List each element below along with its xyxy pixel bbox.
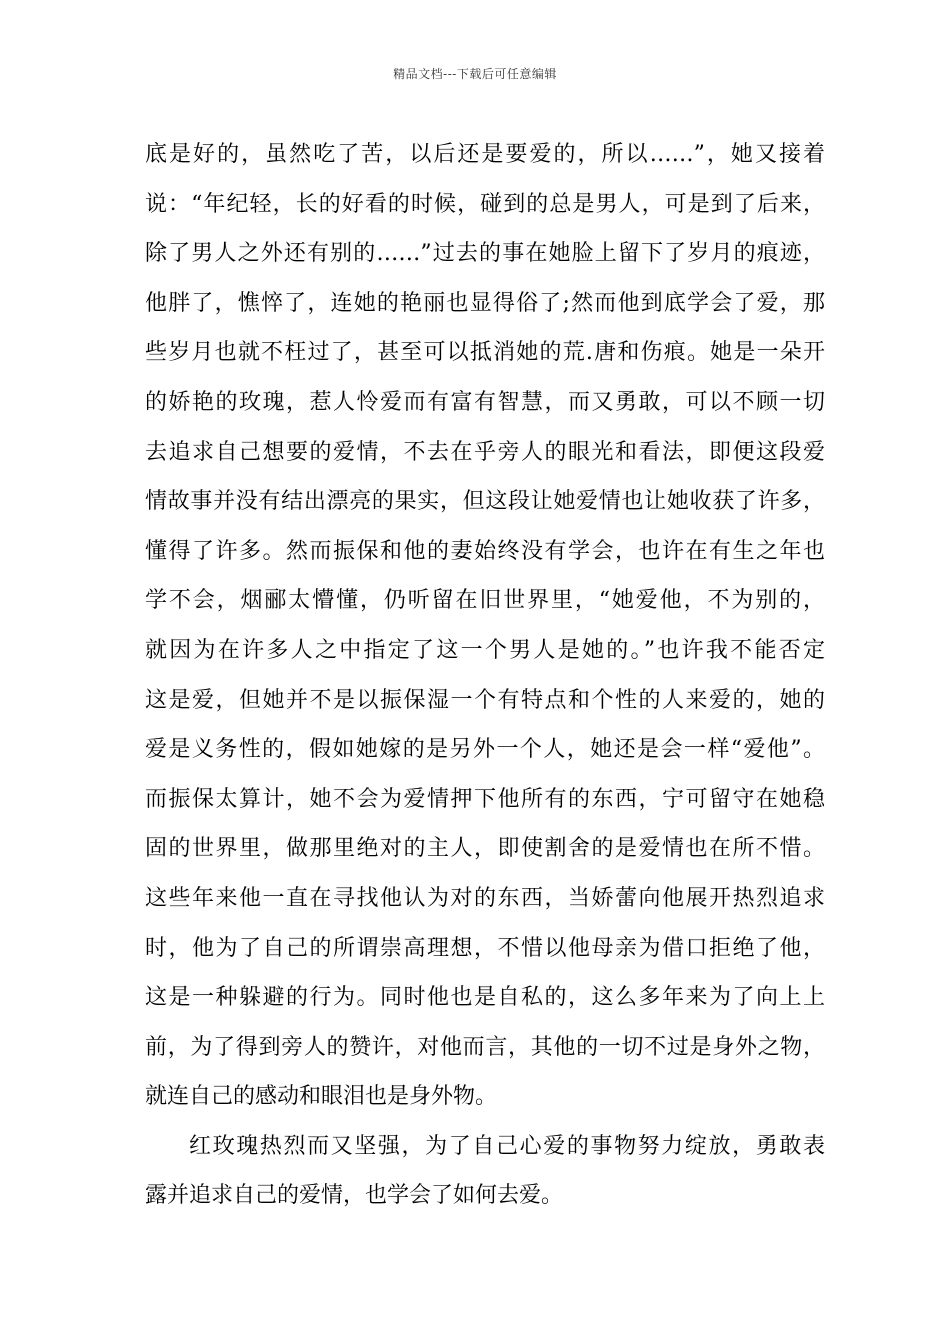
- text-line: 底是好的，虽然吃了苦，以后还是要爱的，所以……”，她又接着: [145, 142, 825, 167]
- text-line: 情故事并没有结出漂亮的果实，但这段让她爱情也让她收获了许多，: [145, 489, 825, 515]
- text-line: 这是一种躲避的行为。同时他也是自私的，这么多年来为了向上上: [145, 985, 825, 1011]
- text-line: 前，为了得到旁人的赞许，对他而言，其他的一切不过是身外之物，: [145, 1034, 825, 1060]
- body-text: [145, 130, 825, 1221]
- text-line: 懂得了许多。然而振保和他的妻始终没有学会，也许在有生之年也: [145, 538, 825, 564]
- text-line: 这些年来他一直在寻找他认为对的东西，当娇蕾向他展开热烈追求: [145, 885, 825, 911]
- text-line: 而振保太算计，她不会为爱情押下他所有的东西，宁可留守在她稳: [145, 786, 825, 812]
- text-line: 除了男人之外还有别的……”过去的事在她脸上留下了岁月的痕迹，: [145, 241, 825, 267]
- text-line: 红玫瑰热烈而又坚强，为了自己心爱的事物努力绽放，勇敢表: [189, 1133, 825, 1159]
- text-line: 固的世界里，做那里绝对的主人，即使割舍的是爱情也在所不惜。: [145, 836, 825, 862]
- text-line: 说：“年纪轻，长的好看的时候，碰到的总是男人，可是到了后来，: [145, 191, 825, 217]
- text-line: 这是爱，但她并不是以振保湿一个有特点和个性的人来爱的，她的: [145, 687, 825, 713]
- text-line: 些岁月也就不枉过了，甚至可以抵消她的荒.唐和伤痕。她是一朵开: [145, 340, 825, 366]
- text-line: 露并追求自己的爱情，也学会了如何去爱。: [145, 1183, 564, 1209]
- page-header: 精品文档---下载后可任意编辑: [393, 67, 557, 81]
- paragraph-1: [145, 130, 825, 1122]
- text-line: 爱是义务性的，假如她嫁的是另外一个人，她还是会一样“爱他”。: [145, 737, 825, 763]
- text-line: 就连自己的感动和眼泪也是身外物。: [145, 1084, 498, 1110]
- text-line: 学不会，烟郦太懵懂，仍听留在旧世界里，“她爱他，不为别的，: [145, 588, 825, 614]
- text-line: 的娇艳的玫瑰，惹人怜爱而有富有智慧，而又勇敢，可以不顾一切: [145, 389, 825, 415]
- text-line: 时，他为了自己的所谓崇高理想，不惜以他母亲为借口拒绝了他，: [145, 935, 825, 961]
- paragraph-2: [145, 1122, 825, 1221]
- text-line: 就因为在许多人之中指定了这一个男人是她的。”也许我不能否定: [145, 637, 825, 663]
- text-line: 他胖了，憔悴了，连她的艳丽也显得俗了;然而他到底学会了爱，那: [145, 290, 825, 316]
- text-line: 去追求自己想要的爱情，不去在乎旁人的眼光和看法，即便这段爱: [145, 439, 825, 465]
